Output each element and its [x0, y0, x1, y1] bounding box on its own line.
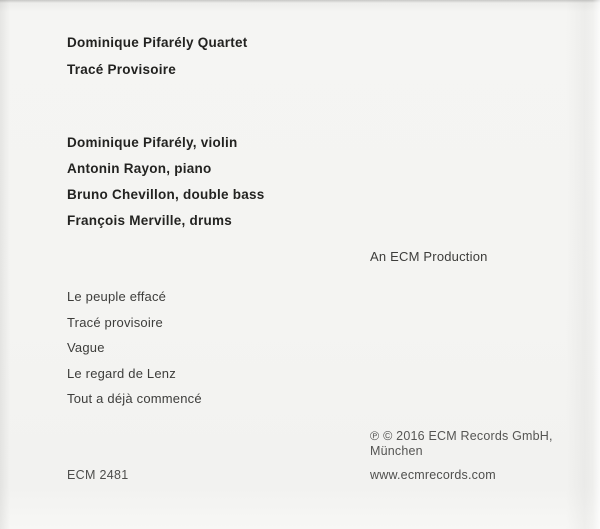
track-item: Tracé provisoire — [67, 314, 163, 330]
copyright-line: München — [370, 443, 423, 458]
personnel-item: Antonin Rayon, piano — [67, 161, 212, 176]
personnel-list — [67, 135, 265, 239]
track-item: Le regard de Lenz — [67, 365, 176, 381]
copyright-notice — [370, 429, 553, 458]
personnel-item: Dominique Pifarély, violin — [67, 135, 238, 150]
track-list — [67, 289, 202, 417]
label-website: www.ecmrecords.com — [370, 468, 496, 482]
catalog-number: ECM 2481 — [67, 468, 129, 482]
personnel-item: François Merville, drums — [67, 213, 233, 228]
track-item: Le peuple effacé — [67, 289, 167, 304]
track-item: Tout a déjà commencé — [67, 391, 202, 406]
artist-name: Dominique Pifarély Quartet — [67, 35, 248, 50]
copyright-line: ℗ © 2016 ECM Records GmbH, — [370, 429, 553, 443]
personnel-item: Bruno Chevillon, double bass — [67, 187, 265, 202]
track-item: Vague — [67, 340, 105, 355]
production-credit: An ECM Production — [370, 249, 488, 264]
album-title: Tracé Provisoire — [67, 62, 177, 77]
